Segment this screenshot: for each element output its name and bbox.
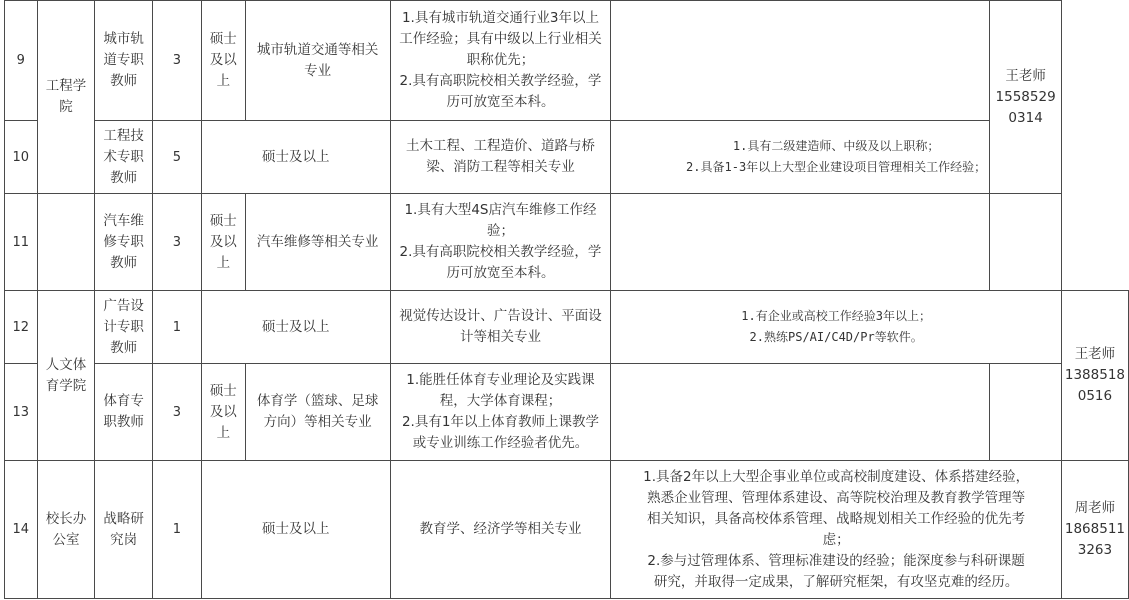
count-cell: 3 (153, 1, 202, 121)
other-requirements-cell (611, 1, 990, 121)
college-cell: 工程学 院 (37, 1, 95, 194)
other-requirements-cell: 1.有企业或高校工作经验3年以上； 2.熟练PS/AI/C4D/Pr等软件。 (611, 291, 1062, 364)
position-cell: 广告设 计专职 教师 (95, 291, 153, 364)
row-number: 14 (5, 461, 38, 599)
other-requirements-cell: 1.具备2年以上大型企事业单位或高校制度建设、体系搭建经验， 熟悉企业管理、管理体系建设、高等院校治理及教育教学管理等 相关知识，具备高校体系管理、战略规划相关工作经验的优先考 虑； 2.参与过管理体系、管理标准建设的经验；能深度参与科研课题 研究，并取得一定成果，了解研究框架，有攻坚克难的经历。 (611, 461, 1062, 599)
table-row (5, 461, 1129, 599)
contact-cell: 周老师 1868511 3263 (1061, 461, 1128, 599)
major-cell: 土木工程、工程造价、道路与桥 梁、消防工程等相关专业 (390, 121, 611, 194)
education-cell: 硕士及以上 (201, 121, 390, 194)
position-cell: 体育专 职教师 (95, 364, 153, 461)
row-number: 11 (5, 194, 38, 291)
position-cell: 汽车维 修专职 教师 (95, 194, 153, 291)
count-cell: 5 (153, 121, 202, 194)
position-cell: 工程技 术专职 教师 (95, 121, 153, 194)
education-cell: 硕士 及以 上 (201, 1, 245, 121)
table-row (5, 1, 1129, 121)
education-cell: 硕士 及以 上 (201, 364, 245, 461)
count-cell: 1 (153, 291, 202, 364)
major-cell: 汽车维修等相关专业 (245, 194, 390, 291)
education-cell: 硕士及以上 (201, 461, 390, 599)
requirements-cell: 1.具有大型4S店汽车维修工作经 验； 2.具有高职院校相关教学经验，学 历可放宽至本科。 (390, 194, 611, 291)
college-cell: 校长办 公室 (37, 461, 95, 599)
requirements-cell: 1.能胜任体育专业理论及实践课 程，大学体育课程； 2.具有1年以上体育教师上课教学 或专业训练工作经验者优先。 (390, 364, 611, 461)
major-cell: 城市轨道交通等相关 专业 (245, 1, 390, 121)
college-cell (37, 194, 95, 291)
contact-cell: 王老师 1388518 0516 (1061, 291, 1128, 461)
education-cell: 硕士 及以 上 (201, 194, 245, 291)
count-cell: 3 (153, 364, 202, 461)
major-cell: 体育学（篮球、足球 方向）等相关专业 (245, 364, 390, 461)
recruitment-table (4, 0, 1129, 599)
other-requirements-cell (611, 364, 990, 461)
position-cell: 战略研 究岗 (95, 461, 153, 599)
other-requirements-cell: 1.具有二级建造师、中级及以上职称； 2.具备1-3年以上大型企业建设项目管理相关工作经验； (611, 121, 1062, 194)
requirements-cell: 1.具有城市轨道交通行业3年以上 工作经验；具有中级以上行业相关 职称优先； 2.具有高职院校相关教学经验，学 历可放宽至本科。 (390, 1, 611, 121)
count-cell: 1 (153, 461, 202, 599)
row-number: 12 (5, 291, 38, 364)
contact-cell (990, 194, 1062, 291)
row-number: 9 (5, 1, 38, 121)
education-cell: 硕士及以上 (201, 291, 390, 364)
college-cell: 人文体 育学院 (37, 291, 95, 461)
table-row (5, 194, 1129, 291)
count-cell: 3 (153, 194, 202, 291)
row-number: 13 (5, 364, 38, 461)
major-cell: 视觉传达设计、广告设计、平面设 计等相关专业 (390, 291, 611, 364)
contact-cell: 王老师 1558529 0314 (990, 1, 1062, 194)
table-row (5, 364, 1129, 461)
table-row (5, 121, 1129, 194)
row-number: 10 (5, 121, 38, 194)
major-cell: 教育学、经济学等相关专业 (390, 461, 611, 599)
other-requirements-cell (611, 194, 990, 291)
position-cell: 城市轨 道专职 教师 (95, 1, 153, 121)
table-row (5, 291, 1129, 364)
